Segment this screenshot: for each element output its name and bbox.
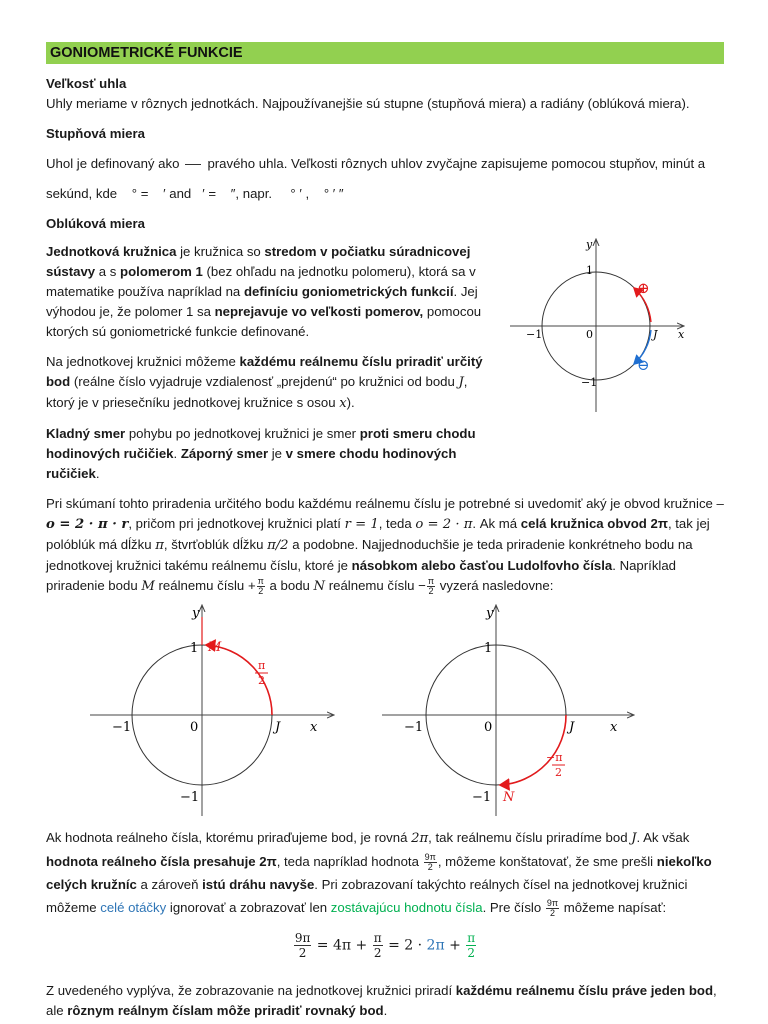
document-page <box>46 42 724 1021</box>
fraction-9pi-over-2: $\frac{9\pi}{2}$ <box>424 852 436 873</box>
paragraph-zaver: Z uvedeného vyplýva, že zobrazovanie na jednotkovej kružnici priradí každému reálnemu číslu práve jeden bod, ale rôznym reálnym číslam môže priradiť rovnaký bod. <box>46 983 717 1018</box>
point-J-label: J <box>275 720 281 735</box>
fraction-pi-over-2: $\frac{\pi}{2}$ <box>373 931 382 960</box>
fraction-9pi-over-2: $\frac{9\pi}{2}$ <box>294 931 311 960</box>
tick-label-neg1-y: −1 <box>472 790 492 805</box>
equation-9pi-over-2: $\frac{9\pi}{2}$ = 4π + $\frac{\pi}{2}$ = 2 · 2π + $\frac{\pi}{2}$ <box>294 931 476 960</box>
point-J-label: J <box>653 328 658 341</box>
plus-sign-icon: ⊕ <box>637 279 650 297</box>
fraction-bar <box>185 164 201 165</box>
title-banner: GONIOMETRICKÉ FUNKCIE <box>46 42 724 64</box>
figure-point-N <box>372 603 672 818</box>
tick-label-1: 1 <box>484 641 493 656</box>
figure-point-M <box>46 603 346 818</box>
y-axis-label: y <box>486 606 494 621</box>
heading-stupnova-miera: Stupňová miera <box>46 126 145 141</box>
paragraph-velkost-uhla: Uhly meriame v rôznych jednotkách. Najpoužívanejšie sú stupne (stupňová miera) a radiány (oblúková miera). <box>46 96 690 111</box>
origin-label: 0 <box>190 720 199 735</box>
fraction-pi-over-2: $\frac{\pi}{2}$ <box>257 576 264 597</box>
arc-label-neg-pi: −π <box>546 751 563 764</box>
heading-oblukova-miera: Oblúková miera <box>46 216 145 231</box>
figures-row <box>46 603 724 818</box>
minus-sign-icon: ⊖ <box>637 356 650 374</box>
paragraph-obvod-kruznice: Pri skúmaní tohto priradenia určitého bodu každému reálnemu číslu je potrebné si uvedomiť aký je obvod kružnice – o = 2 · π · r, pričom pri jednotkovej kružnici platí r = 1, teda o = 2 · π. Ak má celá kružnica obvod 2π, tak jej polóblúk má dĺžku π, štvrťoblúk dĺžku π/2 a podobne. Najjednoduchšie je teda priradenie konkrétneho bodu na jednotkovej kružnici takému reálnemu číslu, ktoré je násobkom alebo časťou Ludolfovho čísla. Napríklad priradenie bodu M reálnemu číslu + $\frac{\pi}{2}$ a bodu N reálnemu číslu − $\frac{\pi}{2}$ vyzerá nasledovne: <box>46 496 724 597</box>
arc-label-pi: π <box>258 659 266 672</box>
y-axis-label: y <box>586 238 593 251</box>
point-J-label: J <box>569 720 575 735</box>
oblukova-text <box>46 242 496 484</box>
paragraph-smer: Kladný smer pohybu po jednotkovej kružnici je smer proti smeru chodu hodinových ručičiek. Záporný smer je v smere chodu hodinových ručičiek. <box>46 426 476 481</box>
unit-circle-figure <box>508 234 708 414</box>
y-axis-label: y <box>192 606 200 621</box>
oblukova-section <box>46 238 724 484</box>
paragraph-stupnova-line2: sekúnd, kde ° = ′ and ′ = ″, napr. ° ′ , ° ′ ″ <box>46 186 344 201</box>
paragraph-priradenie-bodu: Na jednotkovej kružnici môžeme každému reálnemu číslu priradiť určitý bod (reálne číslo vyjadruje vzdialenosť „prejdenú“ po kružnici od bodu J, ktorý je v priesečníku jednotkovej kružnice s osou x). <box>46 354 483 411</box>
point-M-label: M <box>208 640 222 655</box>
heading-velkost-uhla: Veľkosť uhla <box>46 76 127 91</box>
origin-label: 0 <box>586 328 593 341</box>
tick-label-1: 1 <box>190 641 199 656</box>
x-axis-label: x <box>310 720 318 735</box>
tick-label-neg1-x: −1 <box>526 328 543 341</box>
tick-label-1: 1 <box>586 264 593 277</box>
arc-label-two: 2 <box>555 766 562 779</box>
tick-label-neg1-y: −1 <box>581 376 598 389</box>
tick-label-neg1-y: −1 <box>180 790 200 805</box>
tick-label-neg1-x: −1 <box>404 720 424 735</box>
fraction-pi-over-2-green: $\frac{\pi}{2}$ <box>467 931 476 960</box>
x-axis-label: x <box>610 720 618 735</box>
point-N-label: N <box>503 790 515 805</box>
x-axis-label: x <box>678 328 685 341</box>
fraction-pi-over-2: $\frac{\pi}{2}$ <box>427 576 435 597</box>
fraction-9pi-over-2: $\frac{9\pi}{2}$ <box>546 898 559 919</box>
tick-label-neg1-x: −1 <box>112 720 132 735</box>
paragraph-jednotkova-kruznica: Jednotková kružnica je kružnica so stredom v počiatku súradnicovej sústavy a s polomerom 1 (bez ohľadu na jednotku polomeru), ktorá sa v matematike používa napríklad na definíciu goniometrických funkcií. Jej výhodou je, že polomer 1 sa neprejavuje vo veľkosti pomerov, pomocou ktorých sú goniometrické funkcie definované. <box>46 244 482 339</box>
origin-label: 0 <box>484 720 493 735</box>
arc-label-two: 2 <box>258 674 265 687</box>
paragraph-stupnova-line1: Uhol je definovaný ako pravého uhla. Veľkosti rôznych uhlov zvyčajne zapisujeme pomocou stupňov, minút a <box>46 156 706 171</box>
paragraph-presahuje-2pi: Ak hodnota reálneho čísla, ktorému priraďujeme bod, je rovná 2π, tak reálnemu číslu priradíme bod J. Ak však hodnota reálneho čísla presahuje 2π, teda napríklad hodnota $\frac{9\pi}{2}$ , môžeme konštatovať, že sme prešli niekoľko celých kružníc a zároveň istú dráhu navyše. Pri zobrazovaní takýchto reálnych čísel na jednotkovej kružnici môžeme celé otáčky ignorovať a zobrazovať len zostávajúcu hodnotu čísla. Pre číslo $\frac{9\pi}{2}$ môžeme napísať: <box>46 830 712 919</box>
